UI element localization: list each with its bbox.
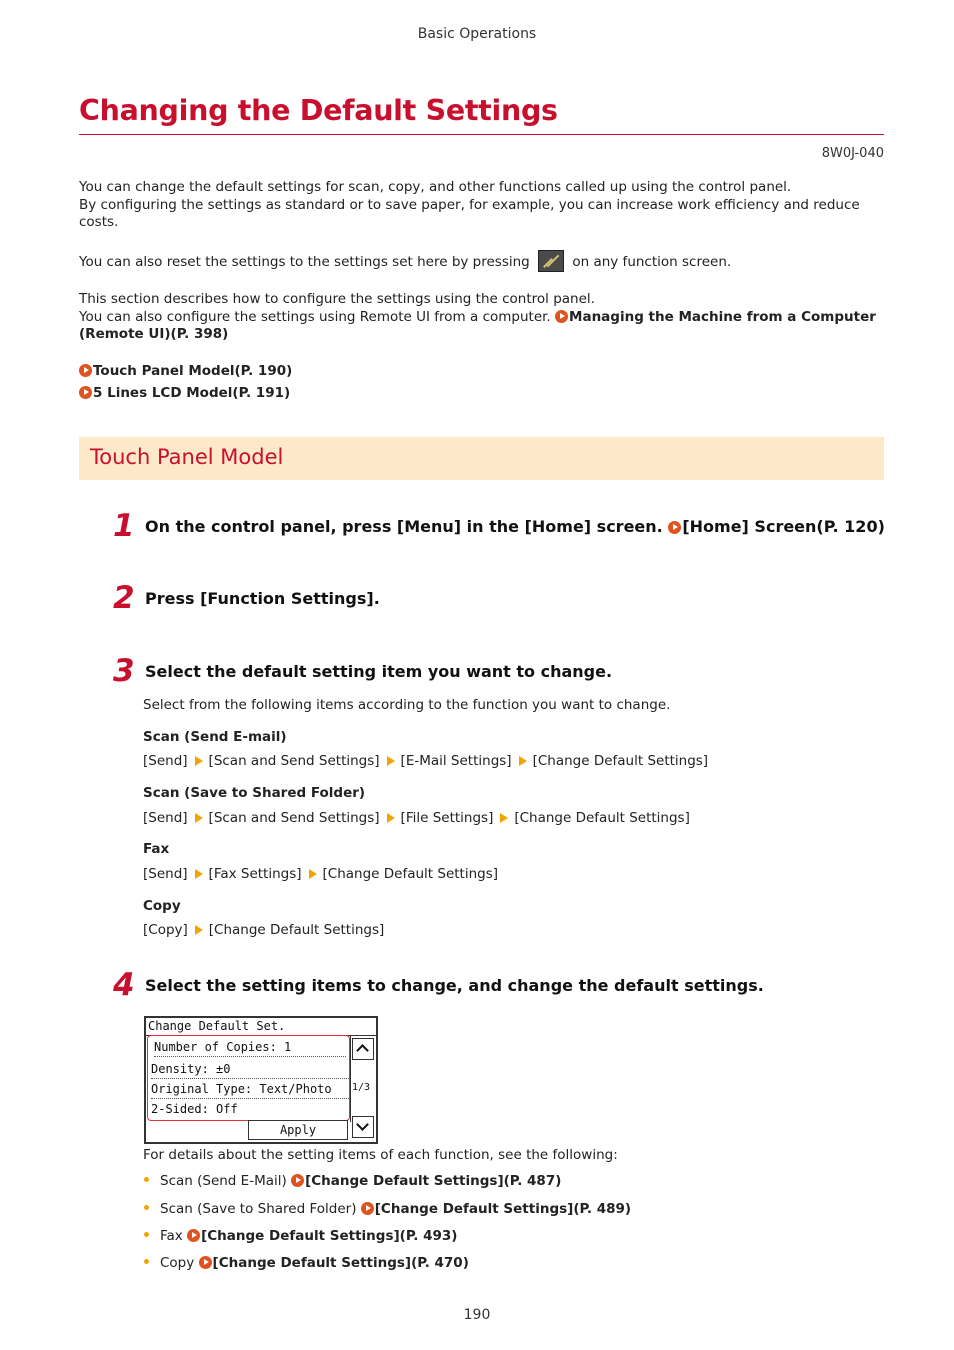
lcd-page-indicator: 1/3: [352, 1082, 371, 1093]
group-label-copy: Copy: [143, 898, 181, 914]
group-label-fax: Fax: [143, 841, 170, 857]
link-touch-panel[interactable]: Touch Panel Model(P. 190): [79, 363, 884, 381]
link-arrow-icon: [187, 1229, 200, 1242]
list-item: Fax [Change Default Settings](P. 493): [144, 1228, 457, 1244]
link-arrow-icon: [555, 310, 568, 323]
reset-text-after: on any function screen.: [572, 254, 732, 270]
remote-ui-link[interactable]: Managing the Machine from a Computer (Remote UI)(P. 398): [79, 308, 876, 342]
step-3-intro: Select from the following items according to the function you want to change.: [143, 697, 671, 713]
group-label-scan-email: Scan (Send E-mail): [143, 729, 287, 745]
lcd-row-density[interactable]: Density: ±0: [151, 1059, 349, 1079]
page-number: 190: [463, 1307, 491, 1323]
home-screen-link[interactable]: [Home] Screen(P. 120): [682, 517, 885, 536]
lcd-selection-highlight: [147, 1035, 350, 1121]
chevron-down-icon: [356, 1118, 369, 1131]
reset-text-before: You can also reset the settings to the settings set here by pressing: [79, 254, 530, 270]
bullet-dot-icon: [144, 1177, 149, 1182]
lcd-screen-illustration: [144, 1016, 378, 1144]
step-1-number: 1: [113, 508, 135, 544]
arrow-icon: [195, 813, 203, 823]
step-4-text: Select the setting items to change, and change the default settings.: [145, 976, 764, 995]
running-header: Basic Operations: [417, 26, 537, 42]
group-label-scan-folder: Scan (Save to Shared Folder): [143, 785, 366, 801]
link-scan-folder-defaults[interactable]: [Change Default Settings](P. 489): [374, 1201, 632, 1217]
arrow-icon: [519, 756, 527, 766]
link-arrow-icon: [79, 386, 92, 399]
lcd-row-original-type[interactable]: Original Type: Text/Photo: [151, 1079, 349, 1099]
arrow-icon: [387, 756, 395, 766]
bullet-dot-icon: [144, 1259, 149, 1264]
document-id: 8W0J-040: [821, 146, 884, 161]
arrow-icon: [309, 869, 317, 879]
arrow-icon: [195, 756, 203, 766]
step-2-text: Press [Function Settings].: [145, 589, 380, 608]
list-item: Scan (Send E-Mail) [Change Default Settings](P. 487): [144, 1173, 561, 1189]
lcd-scroll-up-button[interactable]: [352, 1038, 374, 1060]
link-arrow-icon: [291, 1174, 304, 1187]
link-5-lines-lcd[interactable]: 5 Lines LCD Model(P. 191): [79, 385, 884, 403]
intro-line-1: You can change the default settings for scan, copy, and other functions called up using the control panel.: [79, 179, 792, 195]
lcd-apply-button[interactable]: Apply: [248, 1120, 348, 1140]
chevron-up-icon: [356, 1044, 369, 1057]
section-line-2: You can also configure the settings using Remote UI from a computer.: [79, 308, 551, 325]
lcd-row-2-sided[interactable]: 2-Sided: Off: [151, 1102, 238, 1116]
link-scan-email-defaults[interactable]: [Change Default Settings](P. 487): [305, 1173, 562, 1189]
step-1-text: On the control panel, press [Menu] in the [Home] screen. [Home] Screen(P. 120): [145, 517, 885, 536]
reset-paragraph: [79, 250, 884, 272]
step-4-details: For details about the setting items of each function, see the following:: [143, 1147, 618, 1163]
lcd-row-copies[interactable]: Number of Copies: 1: [154, 1037, 346, 1057]
title-rule: [79, 134, 884, 135]
section-description: [79, 291, 884, 344]
section-line-1: This section describes how to configure the settings using the control panel.: [79, 291, 595, 307]
link-arrow-icon: [79, 364, 92, 377]
lcd-title: Change Default Set.: [148, 1019, 286, 1033]
section-title: Touch Panel Model: [90, 445, 284, 469]
reset-icon: [538, 250, 564, 272]
link-arrow-icon: [361, 1202, 374, 1215]
arrow-icon: [195, 925, 203, 935]
bullet-dot-icon: [144, 1205, 149, 1210]
link-arrow-icon: [668, 521, 681, 534]
arrow-icon: [387, 813, 395, 823]
path-fax: [Send] [Fax Settings] [Change Default Settings]: [143, 866, 499, 882]
arrow-icon: [500, 813, 508, 823]
step-3-number: 3: [113, 653, 135, 689]
section-heading-bar: [79, 437, 884, 480]
link-arrow-icon: [199, 1256, 212, 1269]
bullet-dot-icon: [144, 1232, 149, 1237]
page-title: Changing the Default Settings: [79, 94, 558, 127]
list-item: Copy [Change Default Settings](P. 470): [144, 1255, 469, 1271]
step-4-number: 4: [113, 967, 135, 1003]
step-2-number: 2: [113, 580, 135, 616]
path-scan-folder: [Send] [Scan and Send Settings] [File Settings] [Change Default Settings]: [143, 810, 690, 826]
step-3-text: Select the default setting item you want to change.: [145, 662, 613, 681]
lcd-divider: [350, 1036, 351, 1122]
list-item: Scan (Save to Shared Folder) [Change Default Settings](P. 489): [144, 1201, 631, 1217]
arrow-icon: [195, 869, 203, 879]
path-copy: [Copy] [Change Default Settings]: [143, 922, 385, 938]
intro-line-2: By configuring the settings as standard or to save paper, for example, you can increase work efficiency and reduce costs.: [79, 196, 860, 230]
intro-paragraph: [79, 179, 884, 232]
lcd-scroll-down-button[interactable]: [352, 1116, 374, 1138]
link-fax-defaults[interactable]: [Change Default Settings](P. 493): [201, 1228, 458, 1244]
link-copy-defaults[interactable]: [Change Default Settings](P. 470): [212, 1255, 469, 1271]
path-scan-email: [Send] [Scan and Send Settings] [E-Mail Settings] [Change Default Settings]: [143, 753, 709, 769]
